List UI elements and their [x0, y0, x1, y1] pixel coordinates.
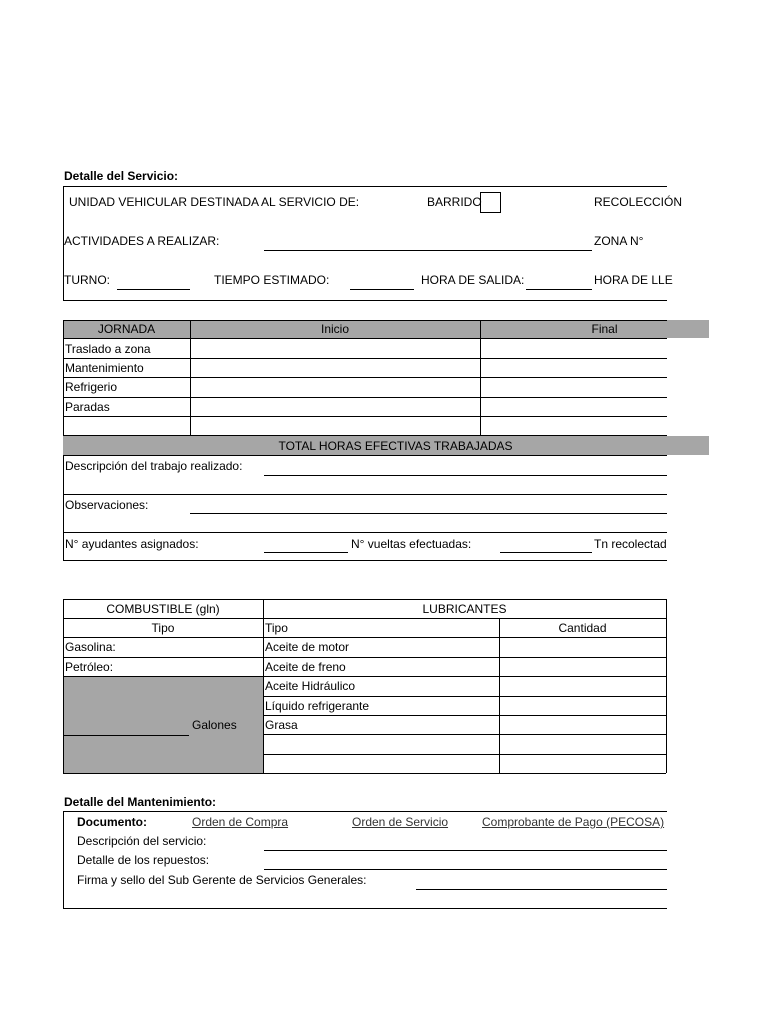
barrido-label: BARRIDO — [427, 195, 482, 209]
comprobante-pago-link[interactable]: Comprobante de Pago (PECOSA) — [482, 815, 665, 829]
turno-field[interactable] — [117, 289, 190, 290]
table-row: Traslado a zona — [65, 342, 151, 356]
descripcion-label: Descripción del trabajo realizado: — [65, 459, 243, 473]
table-row: Paradas — [65, 400, 110, 414]
table-row: Petróleo: — [65, 660, 114, 674]
descripcion-field[interactable] — [264, 475, 667, 476]
mantenimiento-heading: Detalle del Mantenimiento: — [64, 795, 217, 809]
barrido-checkbox[interactable] — [480, 192, 501, 213]
repuestos-label: Detalle de los repuestos: — [77, 853, 210, 867]
header-lubricantes: LUBRICANTES — [422, 602, 507, 616]
salida-label: HORA DE SALIDA: — [421, 273, 525, 287]
descripcion-servicio-field[interactable] — [264, 850, 667, 851]
col-tipo-combustible: Tipo — [151, 621, 175, 635]
list-item: Aceite de freno — [265, 660, 346, 674]
vueltas-field[interactable] — [500, 552, 592, 553]
col-final: Final — [591, 322, 618, 336]
header-combustible: COMBUSTIBLE (gln) — [106, 602, 220, 616]
list-item: Líquido refrigerante — [265, 699, 370, 713]
table-row: Mantenimiento — [65, 361, 144, 375]
llegada-label: HORA DE LLE — [594, 273, 673, 287]
col-jornada: JORNADA — [97, 322, 156, 336]
tn-label: Tn recolectad — [594, 537, 667, 551]
unidad-label: UNIDAD VEHICULAR DESTINADA AL SERVICIO DE: — [69, 195, 360, 209]
list-item: Grasa — [265, 718, 298, 732]
total-horas-label: TOTAL HORAS EFECTIVAS TRABAJADAS — [278, 439, 513, 453]
descripcion-servicio-label: Descripción del servicio: — [77, 834, 207, 848]
vueltas-label: N° vueltas efectuadas: — [351, 537, 472, 551]
actividades-label: ACTIVIDADES A REALIZAR: — [64, 234, 220, 248]
list-item: Aceite de motor — [265, 640, 350, 654]
galones-label: Galones — [192, 718, 237, 732]
servicio-heading: Detalle del Servicio: — [64, 169, 179, 183]
col-inicio: Inicio — [320, 322, 349, 336]
orden-compra-link[interactable]: Orden de Compra — [192, 815, 289, 829]
list-item: Aceite Hidráulico — [265, 679, 356, 693]
ayudantes-label: N° ayudantes asignados: — [65, 537, 199, 551]
firma-label: Firma y sello del Sub Gerente de Servicios Generales: — [77, 873, 367, 887]
documento-label: Documento: — [77, 815, 147, 829]
table-row: Refrigerio — [65, 380, 118, 394]
zona-label: ZONA N° — [594, 234, 644, 248]
salida-field[interactable] — [526, 289, 592, 290]
actividades-field[interactable] — [264, 250, 592, 251]
repuestos-field[interactable] — [264, 869, 667, 870]
turno-label: TURNO: — [64, 273, 110, 287]
col-tipo-lubricante: Tipo — [265, 621, 288, 635]
col-cantidad: Cantidad — [558, 621, 607, 635]
tiempo-field[interactable] — [350, 289, 414, 290]
table-row: Gasolina: — [65, 640, 116, 654]
recoleccion-label: RECOLECCIÓN — [594, 195, 683, 209]
observaciones-field[interactable] — [190, 513, 667, 514]
firma-field[interactable] — [416, 889, 667, 890]
orden-servicio-link[interactable]: Orden de Servicio — [352, 815, 449, 829]
tiempo-label: TIEMPO ESTIMADO: — [214, 273, 330, 287]
ayudantes-field[interactable] — [264, 552, 348, 553]
observaciones-label: Observaciones: — [65, 498, 149, 512]
